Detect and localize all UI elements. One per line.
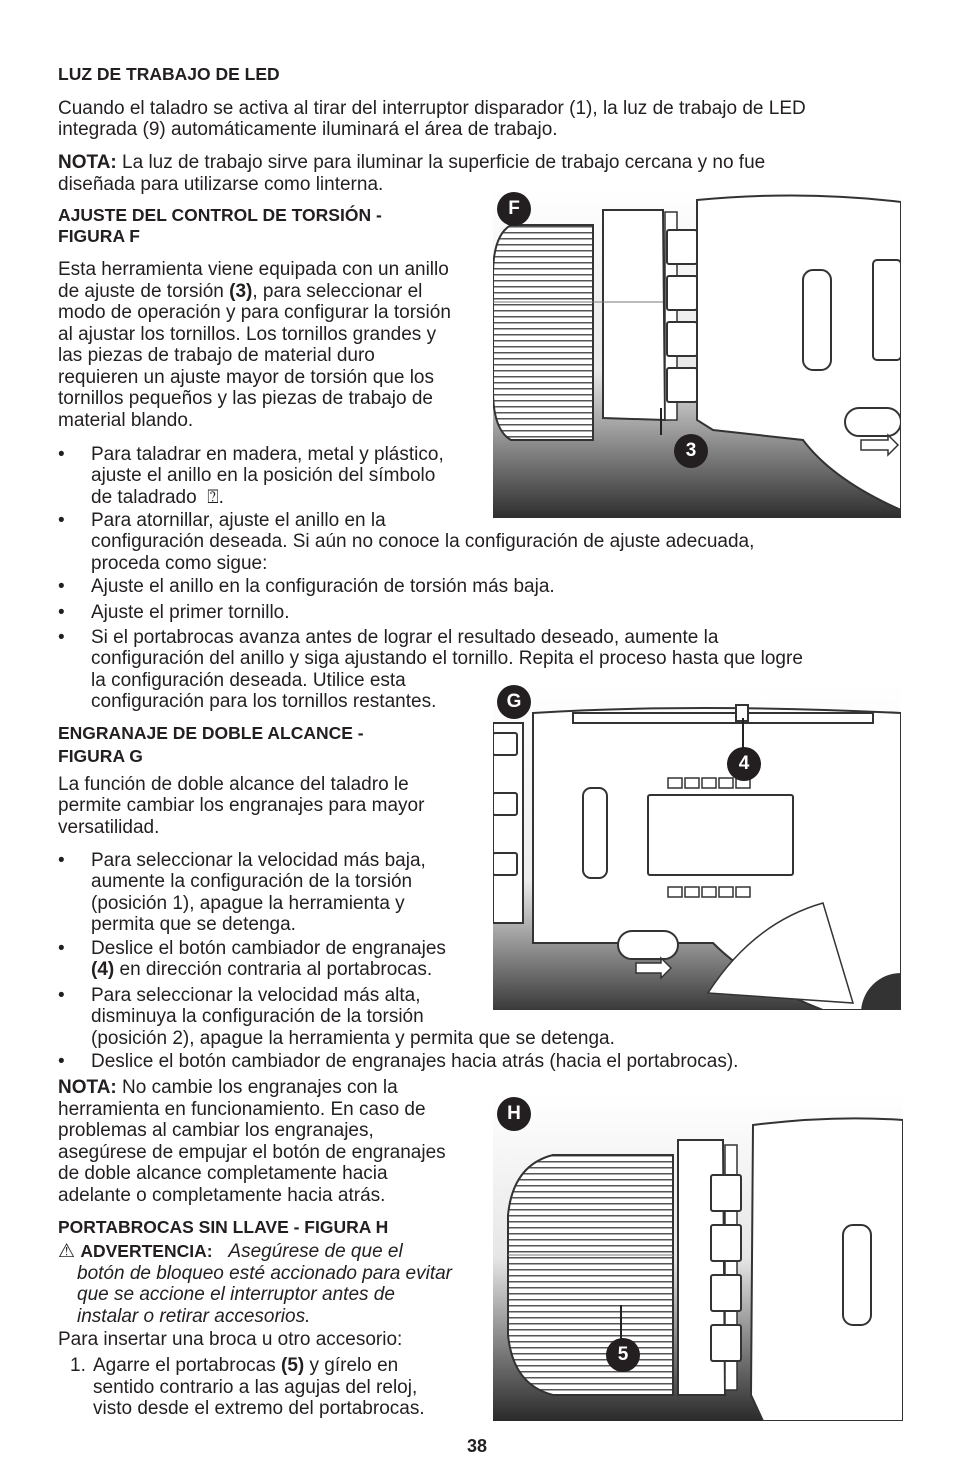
led-paragraph-line: integrada (9) automáticamente iluminará el área de trabajo. bbox=[58, 119, 558, 140]
figure-badge: H bbox=[497, 1097, 531, 1131]
torque-paragraph-line: requieren un ajuste mayor de torsión que los bbox=[58, 367, 435, 388]
bullet: • bbox=[58, 444, 65, 465]
torque-paragraph-line: material blando. bbox=[58, 410, 194, 431]
note-label: NOTA: bbox=[58, 152, 117, 173]
gear-paragraph-line: La función de doble alcance del taladro le bbox=[58, 774, 409, 795]
warning-icon: ⚠ bbox=[58, 1241, 76, 1262]
figure-badge: G bbox=[497, 685, 531, 719]
figure-g bbox=[493, 683, 901, 1010]
torque-paragraph-line: tornillos pequeños y las piezas de trabajo de bbox=[58, 388, 433, 409]
section-title-gear: ENGRANAJE DE DOBLE ALCANCE - bbox=[58, 723, 364, 743]
list-item-text: Para taladrar en madera, metal y plástico, bbox=[91, 444, 444, 465]
warning-line: que se accione el interruptor antes de bbox=[77, 1284, 395, 1305]
callout-4: 4 bbox=[727, 747, 761, 781]
torque-paragraph-line: las piezas de trabajo de material duro bbox=[58, 345, 375, 366]
step-text: visto desde el extremo del portabrocas. bbox=[93, 1398, 425, 1419]
gear-paragraph-line: versatilidad. bbox=[58, 817, 160, 838]
drill-chuck-illustration bbox=[493, 1095, 903, 1421]
gear-note-line: de doble alcance completamente hacia bbox=[58, 1163, 388, 1184]
section-title-torque: AJUSTE DEL CONTROL DE TORSIÓN - bbox=[58, 205, 382, 225]
list-item-text: ajuste el anillo en la posición del símbolo bbox=[91, 465, 436, 486]
warning-line: botón de bloqueo esté accionado para evitar bbox=[77, 1263, 452, 1284]
bullet: • bbox=[58, 627, 65, 648]
text: . bbox=[218, 487, 224, 508]
list-item-text: Para seleccionar la velocidad más baja, bbox=[91, 850, 426, 871]
text: y gírelo en bbox=[304, 1355, 399, 1376]
ref-3: (3) bbox=[229, 281, 253, 302]
chuck-intro: Para insertar una broca u otro accesorio: bbox=[58, 1329, 403, 1350]
bullet: • bbox=[58, 602, 65, 623]
warning-line bbox=[58, 1241, 403, 1263]
list-item-text: Para seleccionar la velocidad más alta, bbox=[91, 985, 421, 1006]
list-item bbox=[58, 850, 498, 938]
section-title-led: LUZ DE TRABAJO DE LED bbox=[58, 64, 280, 84]
note-text: La luz de trabajo sirve para iluminar la superficie de trabajo cercana y no fue bbox=[116, 152, 766, 173]
bullet: • bbox=[58, 576, 65, 597]
page-number: 38 bbox=[466, 1436, 488, 1456]
list-item-text: configuración deseada. Si aún no conoce la configuración de ajuste adecuada, bbox=[91, 531, 755, 552]
torque-paragraph-line: modo de operación y para configurar la torsión bbox=[58, 302, 451, 323]
list-item-text: (posición 2), apague la herramienta y permita que se detenga. bbox=[91, 1028, 615, 1049]
callout-3: 3 bbox=[674, 434, 708, 468]
list-item-text: proceda como sigue: bbox=[91, 553, 268, 574]
drill-gear-illustration bbox=[493, 683, 901, 1010]
step-text: sentido contrario a las agujas del reloj, bbox=[93, 1377, 418, 1398]
bullet: • bbox=[58, 1051, 65, 1072]
list-item-text bbox=[91, 959, 432, 981]
list-item bbox=[58, 602, 908, 624]
torque-paragraph-line: Esta herramienta viene equipada con un anillo bbox=[58, 259, 449, 280]
led-note bbox=[58, 152, 765, 174]
list-item-text: disminuya la configuración de la torsión bbox=[91, 1006, 424, 1027]
list-item-text: (posición 1), apague la herramienta y bbox=[91, 893, 405, 914]
list-item-text: Ajuste el primer tornillo. bbox=[91, 602, 290, 623]
warning-label: ADVERTENCIA: bbox=[80, 1241, 213, 1261]
list-item-text: Deslice el botón cambiador de engranajes bbox=[91, 938, 446, 959]
ref-4: (4) bbox=[91, 959, 115, 980]
gear-paragraph-line: permite cambiar los engranajes para mayor bbox=[58, 795, 425, 816]
list-item bbox=[58, 1051, 918, 1073]
list-item-text: configuración para los tornillos restantes. bbox=[91, 691, 437, 712]
bullet: • bbox=[58, 985, 65, 1006]
warning-line: instalar o retirar accesorios. bbox=[77, 1306, 311, 1327]
list-item bbox=[58, 576, 908, 598]
ref-5: (5) bbox=[281, 1355, 305, 1376]
gear-note-line: herramienta en funcionamiento. En caso de bbox=[58, 1099, 426, 1120]
callout-5: 5 bbox=[606, 1338, 640, 1372]
section-title-chuck: PORTABROCAS SIN LLAVE - FIGURA H bbox=[58, 1217, 389, 1237]
list-item bbox=[58, 444, 498, 514]
list-item-text: Si el portabrocas avanza antes de lograr el resultado deseado, aumente la bbox=[91, 627, 719, 648]
gear-note-line: asegúrese de empujar el botón de engranajes bbox=[58, 1142, 446, 1163]
section-title-gear-line2: FIGURA G bbox=[58, 746, 143, 766]
drill-symbol-icon: ⍰ bbox=[207, 487, 219, 508]
bullet: • bbox=[58, 510, 65, 531]
section-title-torque-line2: FIGURA F bbox=[58, 226, 140, 246]
list-item bbox=[58, 510, 908, 576]
list-item-text: Ajuste el anillo en la configuración de torsión más baja. bbox=[91, 576, 555, 597]
figure-h bbox=[493, 1095, 903, 1421]
torque-paragraph-line: al ajustar los tornillos. Los tornillos grandes y bbox=[58, 324, 437, 345]
bullet: • bbox=[58, 850, 65, 871]
list-item-text: la configuración deseada. Utilice esta bbox=[91, 670, 406, 691]
bullet: • bbox=[58, 938, 65, 959]
list-item-text: Para atornillar, ajuste el anillo en la bbox=[91, 510, 386, 531]
torque-paragraph-line bbox=[58, 281, 422, 303]
gear-note bbox=[58, 1077, 398, 1099]
led-paragraph-line: Cuando el taladro se activa al tirar del interruptor disparador (1), la luz de trabajo de LED bbox=[58, 98, 806, 119]
gear-note-line: problemas al cambiar los engranajes, bbox=[58, 1120, 374, 1141]
text: Agarre el portabrocas bbox=[93, 1355, 281, 1376]
figure-f bbox=[493, 190, 901, 518]
list-item-text: permita que se detenga. bbox=[91, 914, 296, 935]
drill-torque-illustration bbox=[493, 190, 901, 518]
list-item-text: configuración del anillo y siga ajustando el tornillo. Repita el proceso hasta que logre bbox=[91, 648, 803, 669]
list-item-text: aumente la configuración de la torsión bbox=[91, 871, 413, 892]
text: , para seleccionar el bbox=[252, 281, 423, 302]
text: de taladrado bbox=[91, 487, 197, 508]
note-label: NOTA: bbox=[58, 1077, 117, 1098]
list-item bbox=[58, 938, 498, 982]
text: de ajuste de torsión bbox=[58, 281, 230, 302]
step-text bbox=[93, 1355, 398, 1377]
gear-note-line: adelante o completamente hacia atrás. bbox=[58, 1185, 386, 1206]
note-text: No cambie los engranajes con la bbox=[116, 1077, 398, 1098]
text: en dirección contraria al portabrocas. bbox=[114, 959, 433, 980]
step-number: 1. bbox=[70, 1355, 86, 1376]
figure-badge: F bbox=[497, 192, 531, 226]
warning-text: Asegúrese de que el bbox=[228, 1241, 403, 1262]
led-note-line: diseñada para utilizarse como linterna. bbox=[58, 174, 384, 195]
list-item-text bbox=[91, 487, 224, 509]
list-item-text: Deslice el botón cambiador de engranajes hacia atrás (hacia el portabrocas). bbox=[91, 1051, 739, 1072]
